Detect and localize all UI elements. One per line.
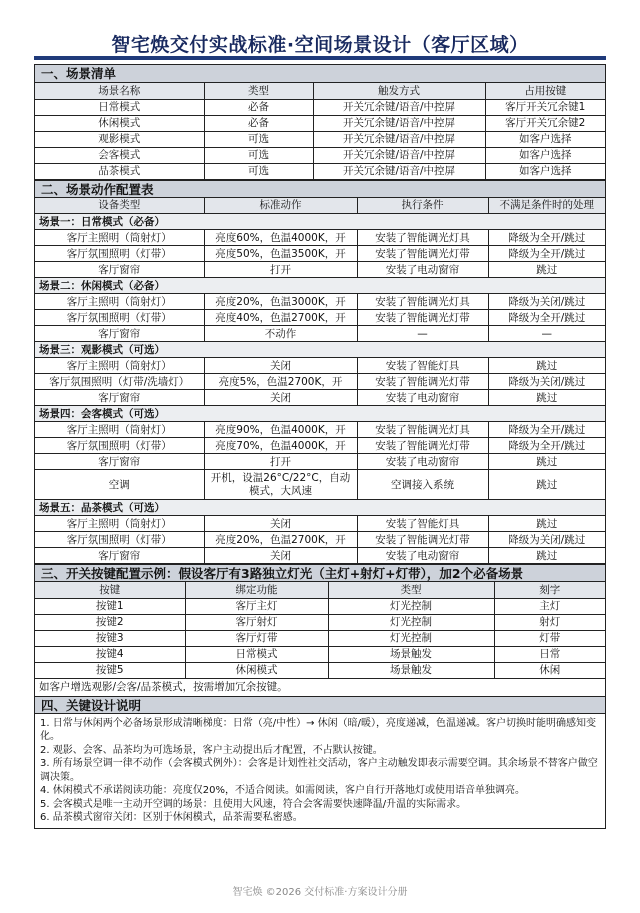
table-row bbox=[35, 390, 605, 406]
table-cell: 如客户选择 bbox=[485, 131, 605, 147]
column-header: 按键 bbox=[35, 582, 185, 598]
table-row bbox=[35, 630, 605, 646]
table-cell: 按键5 bbox=[35, 662, 185, 678]
table-cell: 跳过 bbox=[488, 262, 605, 278]
section-heading-scene-list: 一、场景清单 bbox=[35, 65, 605, 83]
table-cell: 安装了智能调光灯带 bbox=[357, 532, 488, 548]
table-cell: 客厅窗帘 bbox=[35, 390, 204, 406]
table-cell: 安装了电动窗帘 bbox=[357, 390, 488, 406]
table-cell: 亮度20%，色温2700K，开 bbox=[204, 532, 357, 548]
table-cell: 跳过 bbox=[488, 390, 605, 406]
table-cell: 客厅窗帘 bbox=[35, 548, 204, 564]
design-note-item: 5. 会客模式是唯一主动开空调的场景：且使用大风速，符合会客需要快速降温/升温的实际需求。 bbox=[40, 798, 467, 810]
column-header: 刻字 bbox=[494, 582, 605, 598]
scene-actions-header-row bbox=[35, 198, 605, 214]
table-cell: 打开 bbox=[204, 454, 357, 470]
page-title: 智宅焕交付实战标准·空间场景设计（客厅区域） bbox=[111, 34, 529, 56]
column-header: 不满足条件时的处理 bbox=[488, 198, 605, 214]
table-cell: 安装了电动窗帘 bbox=[357, 454, 488, 470]
column-header: 执行条件 bbox=[357, 198, 488, 214]
table-cell: 开关冗余键/语音/中控屏 bbox=[313, 131, 485, 147]
table-cell: 客厅主照明（筒射灯） bbox=[35, 358, 204, 374]
table-cell: 客厅开关冗余键1 bbox=[485, 99, 605, 115]
table-cell: 可选 bbox=[204, 131, 313, 147]
table-cell: 日常模式 bbox=[35, 99, 204, 115]
key-config-header-row bbox=[35, 582, 605, 598]
table-cell: 观影模式 bbox=[35, 131, 204, 147]
table-cell: 降级为全开/跳过 bbox=[488, 422, 605, 438]
scene-group-row bbox=[35, 342, 605, 358]
table-cell: 安装了智能调光灯具 bbox=[357, 422, 488, 438]
table-cell: 安装了智能灯具 bbox=[357, 358, 488, 374]
table-cell: 空调 bbox=[35, 470, 204, 500]
table-cell: 安装了智能调光灯带 bbox=[357, 310, 488, 326]
scene-group-row bbox=[35, 278, 605, 294]
table-cell: 安装了智能灯具 bbox=[357, 516, 488, 532]
table-cell: 灯光控制 bbox=[328, 630, 494, 646]
table-cell: 客厅射灯 bbox=[185, 614, 328, 630]
table-cell: 客厅开关冗余键2 bbox=[485, 115, 605, 131]
table-row bbox=[35, 358, 605, 374]
table-cell: 休闲模式 bbox=[35, 115, 204, 131]
table-row bbox=[35, 310, 605, 326]
table-cell: 按键4 bbox=[35, 646, 185, 662]
table-cell: 降级为全开/跳过 bbox=[488, 246, 605, 262]
table-row bbox=[35, 454, 605, 470]
table-cell: 日常 bbox=[494, 646, 605, 662]
table-cell: — bbox=[357, 326, 488, 342]
scene-group-label: 场景一：日常模式（必备） bbox=[35, 214, 605, 230]
table-cell: 跳过 bbox=[488, 548, 605, 564]
scene-group-label: 场景二：休闲模式（必备） bbox=[35, 278, 605, 294]
table-cell: 安装了智能调光灯带 bbox=[357, 374, 488, 390]
table-cell: 灯带 bbox=[494, 630, 605, 646]
table-cell: 降级为关闭/跳过 bbox=[488, 532, 605, 548]
table-cell: 射灯 bbox=[494, 614, 605, 630]
table-cell: 安装了电动窗帘 bbox=[357, 262, 488, 278]
table-row bbox=[35, 326, 605, 342]
table-cell: 亮度50%，色温3500K，开 bbox=[204, 246, 357, 262]
table-row bbox=[35, 246, 605, 262]
section-heading-scene-actions: 二、场景动作配置表 bbox=[35, 180, 605, 198]
table-cell: 打开 bbox=[204, 262, 357, 278]
table-cell: 客厅氛围照明（灯带） bbox=[35, 438, 204, 454]
design-note-item: 3. 所有场景空调一律不动作（会客模式例外）：会客是计划性社交活动，客户主动触发即表示需要空调。其余场景不替客户做空调决策。 bbox=[40, 758, 598, 783]
table-cell: 关闭 bbox=[204, 516, 357, 532]
table-cell: 不动作 bbox=[204, 326, 357, 342]
table-row bbox=[35, 115, 605, 131]
table-row bbox=[35, 230, 605, 246]
table-cell: 客厅主照明（筒射灯） bbox=[35, 516, 204, 532]
table-cell: 客厅氛围照明（灯带） bbox=[35, 310, 204, 326]
table-row bbox=[35, 262, 605, 278]
table-cell: 开关冗余键/语音/中控屏 bbox=[313, 115, 485, 131]
table-cell: 必备 bbox=[204, 115, 313, 131]
table-cell: 客厅窗帘 bbox=[35, 326, 204, 342]
table-cell: 降级为关闭/跳过 bbox=[488, 374, 605, 390]
column-header: 类型 bbox=[328, 582, 494, 598]
key-config-note: 如客户增选观影/会客/品茶模式，按需增加冗余按键。 bbox=[39, 680, 288, 693]
table-row bbox=[35, 163, 605, 179]
table-cell: 开机，设温26°C/22°C，自动模式，大风速 bbox=[204, 470, 357, 500]
table-cell: 休闲模式 bbox=[185, 662, 328, 678]
document-body bbox=[34, 64, 606, 829]
column-header: 绑定功能 bbox=[185, 582, 328, 598]
table-cell: 客厅灯带 bbox=[185, 630, 328, 646]
table-cell: 如客户选择 bbox=[485, 163, 605, 179]
table-cell: 客厅氛围照明（灯带） bbox=[35, 246, 204, 262]
table-row bbox=[35, 374, 605, 390]
column-header: 类型 bbox=[204, 83, 313, 99]
table-cell: 按键3 bbox=[35, 630, 185, 646]
table-cell: 跳过 bbox=[488, 470, 605, 500]
design-note-item: 6. 品茶模式窗帘关闭：区别于休闲模式，品茶需要私密感。 bbox=[40, 812, 303, 823]
table-cell: 关闭 bbox=[204, 548, 357, 564]
table-cell: 亮度20%，色温3000K，开 bbox=[204, 294, 357, 310]
table-row bbox=[35, 598, 605, 614]
table-cell: 客厅窗帘 bbox=[35, 262, 204, 278]
table-cell: — bbox=[488, 326, 605, 342]
table-cell: 降级为全开/跳过 bbox=[488, 438, 605, 454]
table-cell: 按键2 bbox=[35, 614, 185, 630]
table-cell: 亮度5%，色温2700K，开 bbox=[204, 374, 357, 390]
table-row bbox=[35, 662, 605, 678]
table-cell: 主灯 bbox=[494, 598, 605, 614]
table-cell: 灯光控制 bbox=[328, 598, 494, 614]
column-header: 设备类型 bbox=[35, 198, 204, 214]
table-cell: 开关冗余键/语音/中控屏 bbox=[313, 99, 485, 115]
table-cell: 会客模式 bbox=[35, 147, 204, 163]
section-heading-design-notes: 四、关键设计说明 bbox=[35, 696, 605, 714]
table-cell: 跳过 bbox=[488, 358, 605, 374]
table-cell: 客厅主照明（筒射灯） bbox=[35, 294, 204, 310]
table-cell: 安装了电动窗帘 bbox=[357, 548, 488, 564]
table-cell: 灯光控制 bbox=[328, 614, 494, 630]
table-row bbox=[35, 614, 605, 630]
table-cell: 客厅氛围照明（灯带/洗墙灯） bbox=[35, 374, 204, 390]
table-cell: 必备 bbox=[204, 99, 313, 115]
table-cell: 如客户选择 bbox=[485, 147, 605, 163]
table-cell: 场景触发 bbox=[328, 646, 494, 662]
table-cell: 安装了智能调光灯具 bbox=[357, 294, 488, 310]
table-cell: 安装了智能调光灯带 bbox=[357, 438, 488, 454]
scene-group-row bbox=[35, 214, 605, 230]
table-cell: 降级为全开/跳过 bbox=[488, 230, 605, 246]
scene-group-label: 场景四：会客模式（可选） bbox=[35, 406, 605, 422]
table-cell: 休闲 bbox=[494, 662, 605, 678]
table-row bbox=[35, 131, 605, 147]
table-cell: 跳过 bbox=[488, 516, 605, 532]
table-cell: 降级为关闭/跳过 bbox=[488, 294, 605, 310]
section-heading-key-config: 三、开关按键配置示例：假设客厅有3路独立灯光（主灯+射灯+灯带），加2个必备场景 bbox=[35, 564, 605, 582]
scene-list-table bbox=[35, 83, 605, 180]
column-header: 标准动作 bbox=[204, 198, 357, 214]
table-cell: 安装了智能调光灯带 bbox=[357, 246, 488, 262]
column-header: 场景名称 bbox=[35, 83, 204, 99]
table-row bbox=[35, 422, 605, 438]
design-note-item: 4. 休闲模式不承诺阅读功能：亮度仅20%，不适合阅读。如需阅读，客户自行开落地灯或使用语音单独调亮。 bbox=[40, 785, 525, 796]
table-cell: 客厅窗帘 bbox=[35, 454, 204, 470]
table-cell: 客厅主照明（筒射灯） bbox=[35, 230, 204, 246]
scene-group-row bbox=[35, 406, 605, 422]
scene-actions-table bbox=[35, 198, 605, 565]
key-config-table bbox=[35, 582, 605, 679]
table-cell: 客厅主照明（筒射灯） bbox=[35, 422, 204, 438]
table-cell: 按键1 bbox=[35, 598, 185, 614]
table-cell: 品茶模式 bbox=[35, 163, 204, 179]
table-row bbox=[35, 532, 605, 548]
design-note-item: 2. 观影、会客、品茶均为可选场景，客户主动提出后才配置，不占默认按键。 bbox=[40, 744, 383, 756]
table-cell: 日常模式 bbox=[185, 646, 328, 662]
table-cell: 跳过 bbox=[488, 454, 605, 470]
table-row bbox=[35, 147, 605, 163]
table-row bbox=[35, 470, 605, 500]
table-row bbox=[35, 438, 605, 454]
scene-list-header-row bbox=[35, 83, 605, 99]
table-cell: 可选 bbox=[204, 163, 313, 179]
table-cell: 亮度60%，色温4000K，开 bbox=[204, 230, 357, 246]
table-row bbox=[35, 548, 605, 564]
table-cell: 可选 bbox=[204, 147, 313, 163]
table-row bbox=[35, 99, 605, 115]
table-cell: 开关冗余键/语音/中控屏 bbox=[313, 163, 485, 179]
table-cell: 空调接入系统 bbox=[357, 470, 488, 500]
scene-group-label: 场景五：品茶模式（可选） bbox=[35, 500, 605, 516]
table-cell: 场景触发 bbox=[328, 662, 494, 678]
table-cell: 客厅氛围照明（灯带） bbox=[35, 532, 204, 548]
table-cell: 亮度40%，色温2700K，开 bbox=[204, 310, 357, 326]
table-cell: 客厅主灯 bbox=[185, 598, 328, 614]
design-note-item: 1. 日常与休闲两个必备场景形成清晰梯度：日常（亮/中性）→ 休闲（暗/暖），亮度递减，色温递减。客户切换时能明确感知变化。 bbox=[40, 717, 597, 742]
design-notes bbox=[35, 714, 605, 828]
table-row bbox=[35, 516, 605, 532]
table-cell: 降级为全开/跳过 bbox=[488, 310, 605, 326]
table-row bbox=[35, 294, 605, 310]
table-cell: 亮度90%，色温4000K，开 bbox=[204, 422, 357, 438]
scene-group-row bbox=[35, 500, 605, 516]
table-row bbox=[35, 646, 605, 662]
table-cell: 安装了智能调光灯具 bbox=[357, 230, 488, 246]
column-header: 占用按键 bbox=[485, 83, 605, 99]
table-cell: 开关冗余键/语音/中控屏 bbox=[313, 147, 485, 163]
column-header: 触发方式 bbox=[313, 83, 485, 99]
table-cell: 关闭 bbox=[204, 358, 357, 374]
page-footer: 智宅焕 ©2026 交付标准·方案设计分册 bbox=[232, 887, 408, 898]
table-cell: 关闭 bbox=[204, 390, 357, 406]
scene-group-label: 场景三：观影模式（可选） bbox=[35, 342, 605, 358]
table-cell: 亮度70%，色温4000K，开 bbox=[204, 438, 357, 454]
